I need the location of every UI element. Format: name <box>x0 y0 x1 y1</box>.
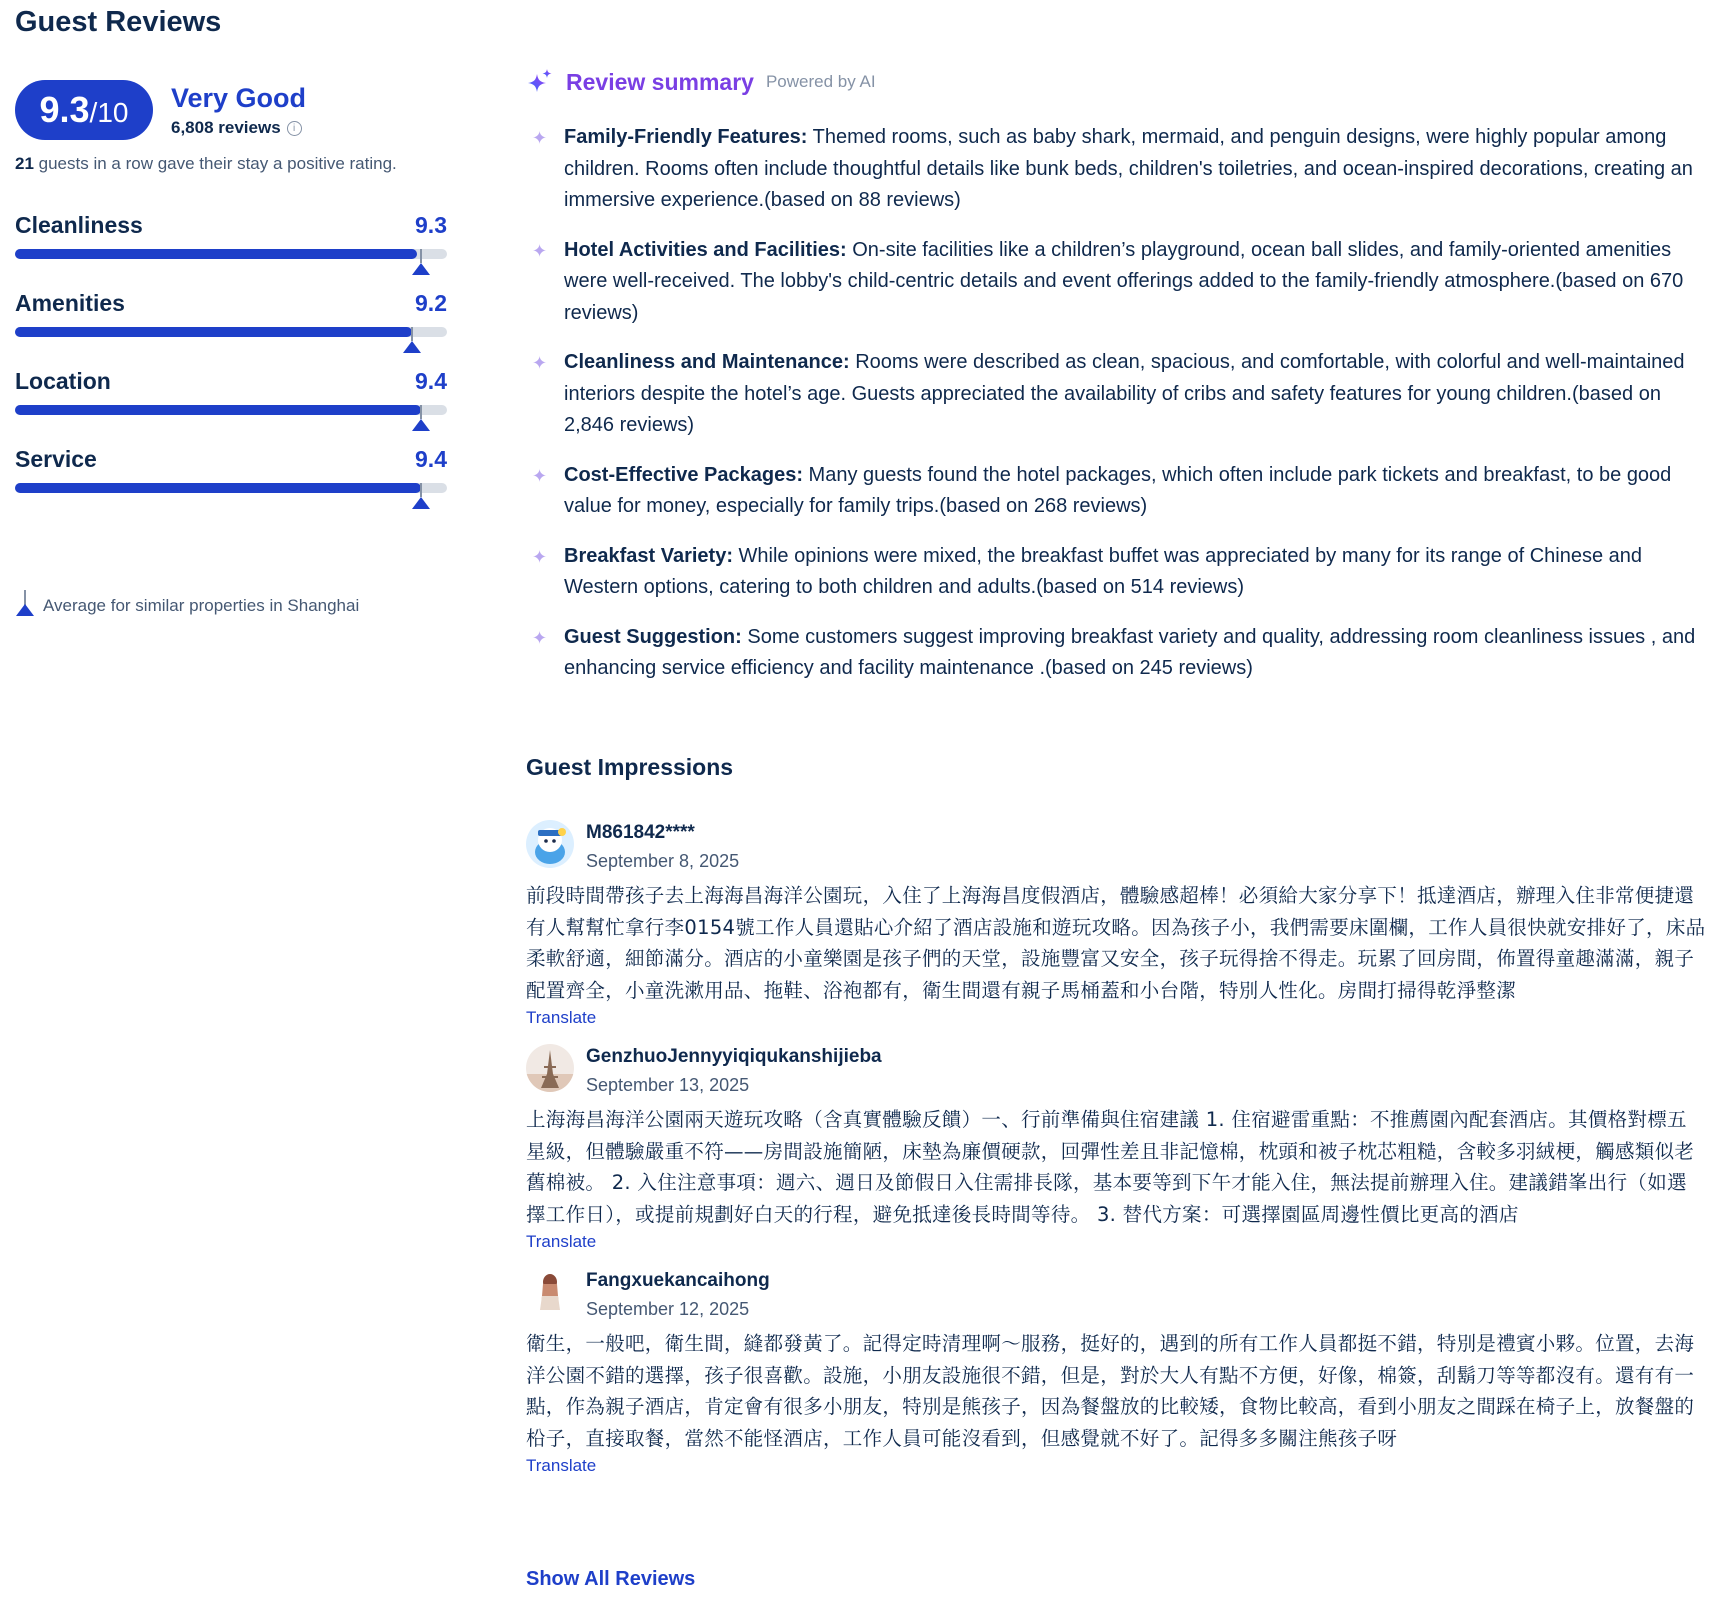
category-amenities <box>15 290 447 337</box>
review-count-text: 6,808 reviews <box>171 118 281 137</box>
summary-point: ✦ Family-Friendly Features: Themed rooms, such as baby shark, mermaid, and penguin designs, were highly popular among children. Rooms often include thoughtful details like bunk beds, children's toiletries, and ocean-inspired decorations, creating an immersive experience.(based on 88 reviews) <box>526 122 1706 217</box>
reviewer-name: M861842**** <box>586 822 695 843</box>
review-card <box>526 1268 1706 1476</box>
rating-panel <box>15 80 455 615</box>
summary-points <box>526 122 1706 685</box>
review-summary-title: Review summary <box>566 68 754 95</box>
category-cleanliness <box>15 212 447 259</box>
score-bar <box>15 249 447 259</box>
page-title: Guest Reviews <box>15 6 222 38</box>
summary-point: ✦ Cost-Effective Packages: Many guests found the hotel packages, which often include park tickets and breakfast, to be good value for money, especially for family trips.(based on 268 reviews) <box>526 460 1706 523</box>
category-name: Service <box>15 446 97 472</box>
review-text: 上海海昌海洋公園兩天遊玩攻略（含真實體驗反饋）一、行前準備與住宿建議 1. 住宿避雷重點：不推薦園內配套酒店。其價格對標五星級，但體驗嚴重不符——房間設施簡陋，床墊為廉價硬款，回彈性差且非記憶棉，枕頭和被子枕芯粗糙，含較多羽絨梗，觸感類似老舊棉被。 2. 入住注意事項：週六、週日及節假日入住需排長隊，基本要等到下午才能入住，無法提前辦理入住。建議錯峯出行（如選擇工作日），或提前規劃好白天的行程，避免抵達後長時間等待。 3. 替代方案：可選擇園區周邊性價比更高的酒店 <box>526 1108 1695 1226</box>
score-value: 9.3 <box>39 89 90 130</box>
review-date: September 13, 2025 <box>586 1075 750 1095</box>
category-service <box>15 446 447 493</box>
average-marker <box>420 405 422 419</box>
avatar[interactable] <box>526 1044 574 1092</box>
guest-impressions-title: Guest Impressions <box>526 754 734 780</box>
score-bar <box>15 327 447 337</box>
score-bar-fill <box>15 327 412 337</box>
average-marker-icon <box>15 590 35 616</box>
category-score: 9.3 <box>415 212 447 238</box>
category-name: Location <box>15 368 111 394</box>
review-card <box>526 1044 1706 1252</box>
avatar[interactable] <box>526 1268 574 1316</box>
translate-link[interactable]: Translate <box>526 1456 597 1475</box>
sparkle-bullet-icon: ✦ <box>532 240 548 261</box>
average-marker-icon <box>412 497 430 509</box>
positive-streak <box>15 154 455 174</box>
category-score: 9.4 <box>415 446 447 472</box>
average-marker-icon <box>412 263 430 275</box>
category-name: Cleanliness <box>15 212 143 238</box>
streak-text: guests in a row gave their stay a positive rating. <box>33 154 397 173</box>
review-date: September 8, 2025 <box>586 851 740 871</box>
sparkle-bullet-icon: ✦ <box>532 627 548 648</box>
summary-point: ✦ Breakfast Variety: While opinions were mixed, the breakfast buffet was appreciated by many for its range of Chinese and Western options, catering to both children and adults.(based on 514 reviews) <box>526 541 1706 604</box>
review-card <box>526 820 1706 1028</box>
legend-text: Average for similar properties in Shanghai <box>43 596 360 615</box>
avatar[interactable] <box>526 820 574 868</box>
score-meta <box>171 82 306 138</box>
average-marker <box>411 327 413 341</box>
score-bar-fill <box>15 249 417 259</box>
score-badge <box>15 80 153 140</box>
summary-point: ✦ Guest Suggestion: Some customers suggest improving breakfast variety and quality, addressing room cleanliness issues , and enhancing service efficiency and facility maintenance .(based on 245 reviews) <box>526 622 1706 685</box>
sparkle-bullet-icon: ✦ <box>532 465 548 486</box>
average-legend <box>15 590 359 616</box>
summary-point: ✦ Cleanliness and Maintenance: Rooms were described as clean, spacious, and comfortable, with colorful and well-maintained interiors despite the hotel’s age. Guests appreciated the availability of cribs and safety features for young children.(based on 2,846 reviews) <box>526 347 1706 442</box>
score-bar <box>15 405 447 415</box>
show-all-reviews-link[interactable]: Show All Reviews <box>526 1568 696 1590</box>
score-bar-fill <box>15 405 421 415</box>
ai-sparkle-icon <box>526 68 554 96</box>
score-bar-fill <box>15 483 421 493</box>
sparkle-bullet-icon: ✦ <box>532 546 548 567</box>
category-score: 9.2 <box>415 290 447 316</box>
average-marker <box>420 483 422 497</box>
sparkle-bullet-icon: ✦ <box>532 353 548 373</box>
streak-count: 21 <box>15 154 34 173</box>
reviewer-name: Fangxuekancaihong <box>586 1270 770 1291</box>
category-location <box>15 368 447 415</box>
reviews-panel <box>526 68 1706 1475</box>
review-summary-header <box>526 68 1706 96</box>
review-date: September 12, 2025 <box>586 1299 750 1319</box>
reviewer-name: GenzhuoJennyyiqiqukanshijieba <box>586 1046 882 1067</box>
translate-link[interactable]: Translate <box>526 1232 597 1251</box>
sparkle-bullet-icon: ✦ <box>532 128 548 148</box>
score-bar <box>15 483 447 493</box>
review-text: 衛生，一般吧，衛生間，縫都發黃了。記得定時清理啊～服務，挺好的，遇到的所有工作人員都挺不錯，特別是禮賓小夥。位置，去海洋公園不錯的選擇，孩子很喜歡。設施，小朋友設施很不錯，但是，對於大人有點不方便，好像，棉簽，刮鬍刀等等都沒有。還有有一點，作為親子酒店，肯定會有很多小朋友，特別是熊孩子，因為餐盤放的比較矮，食物比較高，看到小朋友之間踩在椅子上，放餐盤的柗子，直接取餐，當然不能怪酒店，工作人員可能沒看到，但感覺就不好了。記得多多關注熊孩子呀 <box>526 1332 1695 1450</box>
overall-rating <box>15 80 455 140</box>
review-count <box>171 118 306 138</box>
rating-label: Very Good <box>171 83 307 113</box>
score-max: /10 <box>89 97 129 128</box>
average-marker-icon <box>412 419 430 431</box>
review-text: 前段時間帶孩子去上海海昌海洋公園玩，入住了上海海昌度假酒店，體驗感超棒！必須給大家分享下！抵達酒店，辦理入住非常便捷還有人幫幫忙拿行李0154號工作人員還貼心介紹了酒店設施和遊玩攻略。因為孩子小，我們需要床圍欄，工作人員很快就安排好了，床品柔軟舒適，細節滿分。酒店的小童樂園是孩子們的天堂，設施豐富又安全，孩子玩得捨不得走。玩累了回房間，佈置得童趣滿滿，親子配置齊全，小童洗漱用品、拖鞋、浴袍都有，衛生間還有親子馬桶蓋和小台階，特別人性化。房間打掃得乾淨整潔 <box>526 884 1706 1002</box>
average-marker-icon <box>403 341 421 353</box>
powered-by-label: Powered by AI <box>765 72 876 91</box>
summary-point: ✦ Hotel Activities and Facilities: On-site facilities like a children’s playground, ocean ball slides, and family-oriented amenities were well-received. The lobby's child-centric details and event offerings added to the family-friendly atmosphere.(based on 670 reviews) <box>526 235 1706 330</box>
average-marker <box>420 249 422 263</box>
translate-link[interactable]: Translate <box>526 1008 597 1027</box>
category-score: 9.4 <box>415 368 447 394</box>
info-icon[interactable]: i <box>287 121 302 136</box>
category-name: Amenities <box>15 290 125 316</box>
